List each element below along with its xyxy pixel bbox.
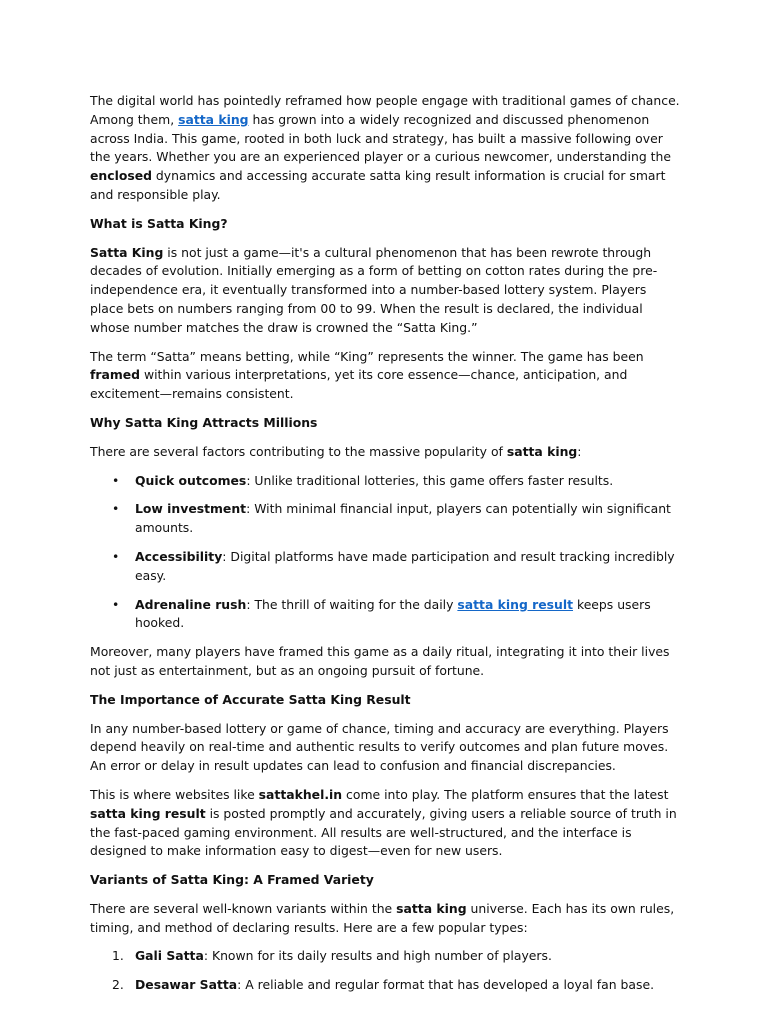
list-item-text: : A reliable and regular format that has developed a loyal fan base. — [237, 977, 655, 993]
list-item-text: : Known for its daily results and high number of players. — [203, 948, 552, 964]
ritual-paragraph: Moreover, many players have framed this game as a daily ritual, integrating it into their lives not just as entertainment, but as an ongoing pursuit of fortune. — [90, 644, 670, 678]
paragraph-text: come into play. The platform ensures that the latest — [342, 786, 669, 802]
bullet-icon: • — [112, 596, 120, 612]
paragraph-text: There are several factors contributing to the massive popularity of — [90, 443, 507, 459]
list-item-text: : With minimal financial input, players can potentially win significant amounts. — [135, 501, 671, 536]
intro-text: dynamics and accessing accurate satta king result information is crucial for smart and responsible play. — [90, 168, 666, 202]
list-item — [90, 947, 682, 966]
variants-lead — [90, 900, 682, 938]
bold-term: Adrenaline rush — [135, 596, 247, 612]
bold-term: satta king result — [90, 805, 206, 821]
list-item-text: : Unlike traditional lotteries, this game offers faster results. — [246, 472, 614, 488]
variants-numbered-list — [90, 947, 682, 995]
intro-bold: enclosed — [90, 168, 152, 184]
bold-term: Satta King — [90, 244, 164, 260]
paragraph-text: There are several well-known variants within the — [90, 900, 397, 916]
popularity-lead — [90, 443, 682, 462]
bold-term: Accessibility — [135, 548, 223, 564]
list-item — [90, 548, 682, 586]
list-item — [90, 500, 682, 538]
importance-paragraph-2 — [90, 786, 682, 861]
paragraph-text: within various interpretations, yet its core essence—chance, anticipation, and excitement—remains consistent. — [90, 367, 628, 402]
heading-variants: Variants of Satta King: A Framed Variety — [90, 872, 374, 888]
list-item-text: : Digital platforms have made participation and result tracking incredibly easy. — [135, 548, 675, 583]
paragraph-text: : — [577, 443, 582, 459]
paragraph-text: is posted promptly and accurately, giving users a reliable source of truth in the fast-paced gaming environment. All results are well-structured, and the interface is designed to make information easy to digest—even for new users. — [90, 805, 677, 859]
bold-term: framed — [90, 367, 141, 383]
paragraph-text: The term “Satta” means betting, while “King” represents the winner. The game has been — [90, 348, 644, 364]
paragraph-text: is not just a game—it's a cultural phenomenon that has been rewrote through decades of evolution. Initially emerging as a form of betting on cotton rates during the pre-independence era, it eventually transformed into a number-based lottery system. Players place bets on numbers ranging from 00 to 99. When the result is declared, the individual whose number matches the draw is crowned the “Satta King.” — [90, 244, 658, 335]
intro-text: has grown into a widely recognized and discussed phenomenon across India. This game, rooted in both luck and strategy, has built a massive following over the years. Whether you are an experienced player or a curious newcomer, understanding the — [90, 111, 671, 165]
bold-term: Low investment — [135, 501, 247, 517]
list-item-text: : The thrill of waiting for the daily — [246, 596, 458, 612]
list-item-text: keeps users hooked. — [135, 596, 651, 631]
list-item — [90, 596, 682, 634]
what-is-paragraph-2 — [90, 348, 682, 404]
heading-why-attracts: Why Satta King Attracts Millions — [90, 414, 318, 430]
bold-term: satta king — [396, 900, 467, 916]
importance-paragraph-1: In any number-based lottery or game of chance, timing and accuracy are everything. Players depend heavily on real-time and authentic results to verify outcomes and plan future moves. An error or delay in result updates can lead to confusion and financial discrepancies. — [90, 720, 669, 774]
satta-king-result-link[interactable]: satta king result — [457, 596, 574, 612]
list-number: 2. — [112, 977, 124, 993]
list-item — [90, 472, 682, 491]
intro-text: The digital world has pointedly reframed how people engage with traditional games of chance. Among them, — [90, 93, 680, 127]
bullet-icon: • — [112, 548, 120, 564]
bold-term: Gali Satta — [135, 948, 204, 964]
satta-king-link[interactable]: satta king — [178, 111, 249, 127]
paragraph-text: This is where websites like — [90, 786, 259, 802]
bold-term: sattakhel.in — [258, 786, 343, 802]
bullet-icon: • — [112, 472, 120, 488]
heading-what-is-satta-king: What is Satta King? — [90, 215, 228, 231]
list-number: 1. — [112, 948, 124, 964]
bold-term: Desawar Satta — [135, 977, 238, 993]
bullet-icon: • — [112, 501, 120, 517]
bold-term: satta king — [506, 443, 578, 459]
popularity-bullet-list — [90, 472, 682, 634]
paragraph-text: universe. Each has its own rules, timing, and method of declaring results. Here are a few popular types: — [90, 900, 675, 935]
list-item — [90, 976, 682, 995]
intro-paragraph — [90, 92, 682, 205]
heading-importance: The Importance of Accurate Satta King Result — [90, 691, 411, 707]
bold-term: Quick outcomes — [135, 472, 247, 488]
what-is-paragraph-1 — [90, 244, 682, 338]
